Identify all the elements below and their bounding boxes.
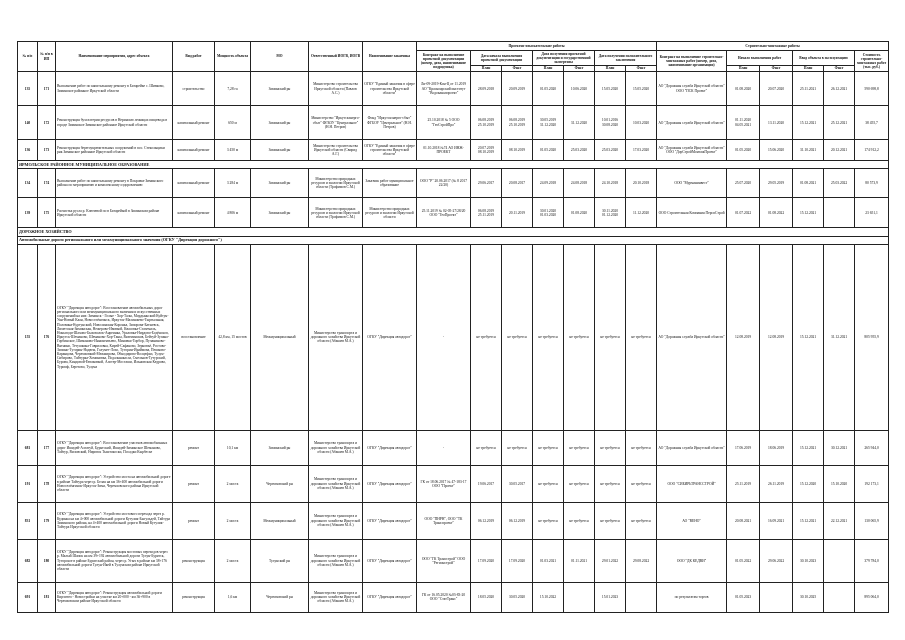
cell-customer: ОГКУ "Дирекция автодорог" <box>363 539 417 582</box>
table-row <box>18 465 889 502</box>
header-fact: Факт <box>824 65 855 71</box>
cell-design-plan: 06.08.2019 25.11.2019 <box>471 198 502 228</box>
cell-responsible: Министерство транспорта и дорожного хозяйства Иркутской области (Абакаев М.А.) <box>309 539 363 582</box>
cell-design-plan: 06.12.2019 <box>471 502 502 539</box>
header-num-ip: № п/п в ИП <box>38 42 56 72</box>
cell-design-fact: 17.09.2020 <box>502 539 533 582</box>
cell-exp-fact: не требуется <box>564 430 595 465</box>
cell-cost: 192 173,1 <box>855 465 889 502</box>
cell-exp-fact: не требуется <box>564 465 595 502</box>
cell-design-plan: не требуется <box>471 244 502 430</box>
cell-design-fact: 08.10.2019 <box>502 140 533 161</box>
cell-work-type: капитальный ремонт <box>173 169 215 198</box>
cell-permit-fact: не требуется <box>626 502 657 539</box>
cell-permit-fact: не требуется <box>626 465 657 502</box>
section-road: ДОРОЖНОЕ ХОЗЯЙСТВО <box>18 228 889 236</box>
cell-num: 155 <box>18 244 38 430</box>
cell-permit-plan: 15.05.2020 <box>595 72 626 106</box>
cell-commission-plan: 15.12.2021 <box>793 198 824 228</box>
cell-exp-plan: не требуется <box>533 430 564 465</box>
cell-responsible: Министерство транспорта и дорожного хозяйства Иркутской области (Абакаев М.А.) <box>309 502 363 539</box>
cell-design-plan: не требуется <box>471 430 502 465</box>
table-row <box>18 539 889 582</box>
cell-design-plan: 18.05.2020 <box>471 582 502 612</box>
cell-capacity: 3 284 м <box>215 169 251 198</box>
header-design-group: Проектно-изыскательские работы <box>417 42 657 51</box>
cell-cost: 805 955,9 <box>855 244 889 430</box>
header-responsible: Ответственный ИОГВ, ИОГВ <box>309 42 363 72</box>
report-sheet <box>17 41 888 613</box>
cell-capacity: 42,8 км, 15 мостов <box>215 244 251 430</box>
cell-build-plan: 25.07.2020 <box>727 169 760 198</box>
cell-design-fact: 20.11.2019 <box>502 198 533 228</box>
cell-num: 139 <box>18 198 38 228</box>
cell-build-fact <box>760 582 793 612</box>
cell-name: Реконструкция берегоукрепительных сооружений в пос. Стекольщики рнк Зиминское районное Иркутской области <box>56 140 173 161</box>
header-plan: План <box>533 65 564 71</box>
cell-mo: Зиминский рн <box>251 140 309 161</box>
cell-commission-fact <box>824 198 855 228</box>
section-road-sub: Автомобильные дороги регионального или межмуниципального значения (ОГКУ "Дирекция дорожного") <box>18 236 889 244</box>
cell-commission-fact: 26.12.2021 <box>824 72 855 106</box>
cell-build-plan: 20.08.2021 <box>727 502 760 539</box>
cell-permit-fact: 15.05.2020 <box>626 72 657 106</box>
table-row <box>18 502 889 539</box>
cell-design-contract: ГК от 18.06.2017 № 47-183-17 ООО "Проект" <box>417 465 471 502</box>
cell-commission-fact <box>824 582 855 612</box>
cell-name: Выполнение работ по капитальному ремонту в Батарейке с. Шивково, Зиминское районное Иркутской области <box>56 72 173 106</box>
cell-capacity: 7,28 га <box>215 72 251 106</box>
cell-exp-fact: не требуется <box>564 502 595 539</box>
cell-permit-plan: 15.01.2023 <box>595 582 626 612</box>
cell-num-ip: 174 <box>38 169 56 198</box>
cell-design-contract: ООО "ГК Трансстрой" ООО "Регионстрой" <box>417 539 471 582</box>
cell-responsible: Министерство природных ресурсов и экологии Иркутской области (Трофимов С.М.) <box>309 169 363 198</box>
investment-program-table <box>17 41 889 613</box>
cell-design-contract: ГК от 16.05.2020 №03-83-20 ООО "СтатТранс" <box>417 582 471 612</box>
cell-design-contract: 25.11.2019 № 02-05-27/28/20 ООО "ГеоПроект" <box>417 198 471 228</box>
section-row <box>18 236 889 244</box>
header-cost: Стоимость строительно-монтажных работ (тыс. руб.) <box>855 51 889 72</box>
cell-design-fact: 06.12.2019 <box>502 502 533 539</box>
cell-commission-fact: 20.12.2021 <box>824 140 855 161</box>
cell-build-fact: 01.08.2022 <box>760 198 793 228</box>
cell-responsible: Министерство транспорта и дорожного хозяйства Иркутской области (Абакаев М.А.) <box>309 244 363 430</box>
cell-exp-fact <box>564 582 595 612</box>
cell-commission-fact: 31.12.2021 <box>824 244 855 430</box>
table-row <box>18 72 889 106</box>
cell-build-fact: 16.09.2021 <box>760 502 793 539</box>
cell-design-fact: 20.08.2017 <box>502 169 533 198</box>
cell-exp-fact: 01.08.2020 <box>564 198 595 228</box>
table-row <box>18 169 889 198</box>
cell-commission-fact: 25.12.2021 <box>824 106 855 140</box>
cell-design-contract: 25.10.2018 № 5 ООО "ГеоСтройПро" <box>417 106 471 140</box>
cell-work-type: строительство <box>173 72 215 106</box>
table-row <box>18 198 889 228</box>
cell-mo: Тулунский рн <box>251 539 309 582</box>
cell-design-plan: 28.09.2018 <box>471 72 502 106</box>
header-name: Наименование мероприятия, адрес объекта <box>56 42 173 72</box>
cell-name: Выполнение работ по капитальному ремонту в Покровке Зиминского района по мероприятию и комплексному оздоровлению <box>56 169 173 198</box>
cell-cost: 23 651,1 <box>855 198 889 228</box>
header-mo: МО <box>251 42 309 72</box>
cell-name: ОГКУ "Дирекция автодорог": Восстановление автомобильных дорог регионального или межмуниципального значения и искусственных сооружений на них: Зиминск - Голые - Хор-Талы, Мордыньский Куйтун-Уян-Новый Каан, Новоселёнгинск, Иркутск-Малинжево-Тыртыльная, Половина-Куртунский, Новолинская-Коронка, Зипорова-Батыевск, Лиметская-Зиминская, Нежерово-Ивовкой, Квасовка-Стахемаль, Ноныгоди-Шахово-Быховолок-Анреинка, Ураловка-Нирдово-Бодёнскоп, Иркутск-Шеманово, Шеманово-Хор-Таны, Вяземинсков, Бейтуй-Зупано-Горбинское, Шиманово-Иннокентьево, Миновка-Торбор, Пучаниново-Вятнино, Тетушкина-Гавриловка, Кирей-Сафаново, Зерновьё, Ростово-Зипино-Туторин-Надвеж, Голумет-Лохо, Туторин-Ираймова, Пешково-Каранцова, Черемховкий-Межжирова, Обнодирово-Волцефил, Тулун-Сибирово, Тайтурка-Хоминовка, Подальнякасла, Смельков-Тутурский, Бурова, Киндовой-Евтаковкой, Алотер-Мосташи, Ильновская Кедрово, Турмоф, Березово, Тулуна <box>56 244 173 430</box>
cell-num: 681 <box>18 430 38 465</box>
cell-build-fact: 20.07.2020 <box>760 72 793 106</box>
cell-num: 691 <box>18 582 38 612</box>
cell-build-plan: 01.05.2020 <box>727 140 760 161</box>
cell-num-ip: 176 <box>38 244 56 430</box>
cell-responsible: Министерство транспорта и дорожного хозяйства Иркутской области (Абакаев М.А.) <box>309 465 363 502</box>
cell-num: 831 <box>18 502 38 539</box>
cell-exp-fact: 10.06.2020 <box>564 72 595 106</box>
cell-capacity: 2 моста <box>215 502 251 539</box>
cell-permit-fact: 17.03.2020 <box>626 140 657 161</box>
cell-mo: Зиминский рн <box>251 106 309 140</box>
cell-permit-plan: 29.01.2022 <box>595 539 626 582</box>
header-fact: Факт <box>564 65 595 71</box>
cell-capacity: 2 моста <box>215 539 251 582</box>
cell-permit-fact <box>626 582 657 612</box>
cell-permit-plan: 24.10.2018 <box>595 169 626 198</box>
cell-num-ip: 172 <box>38 106 56 140</box>
cell-commission-fact: 22.12.2021 <box>824 502 855 539</box>
cell-work-type: капитальный ремонт <box>173 198 215 228</box>
cell-cost: 379 784,0 <box>855 539 889 582</box>
cell-work-type: восстановление <box>173 244 215 430</box>
cell-design-plan: 19.06.2017 <box>471 465 502 502</box>
table-row <box>18 106 889 140</box>
cell-build-contract: ООО Строительная Компания ПерспСтрой <box>657 198 727 228</box>
cell-design-plan: 17.09.2020 <box>471 539 502 582</box>
cell-design-contract: - <box>417 244 471 430</box>
cell-build-plan: 01.05.2023 <box>727 582 760 612</box>
cell-design-contract: 01.10.2018 №74 АО ИНЖ-ПРОЕКТ <box>417 140 471 161</box>
cell-customer: ОГКУ "Дирекция автодорог" <box>363 465 417 502</box>
cell-commission-plan: 15.12.2021 <box>793 244 824 430</box>
cell-cost: 130 065,9 <box>855 502 889 539</box>
cell-build-fact: 26.11.2019 <box>760 465 793 502</box>
cell-exp-plan: 30.01.2020 01.03.2020 <box>533 198 564 228</box>
cell-build-contract: ООО "СИБИРЬТРАНССТРОЙ" <box>657 465 727 502</box>
cell-customer: ОГКУ "Дирекция автодорог" <box>363 244 417 430</box>
cell-build-plan: 01.05.2022 <box>727 539 760 582</box>
cell-commission-plan: 25.11.2021 <box>793 72 824 106</box>
cell-design-fact: не требуется <box>502 430 533 465</box>
cell-mo: Межмуниципальный <box>251 244 309 430</box>
header-build-start: Начало выполнения работ <box>727 51 793 66</box>
cell-build-contract: ООО "ДК КЕДВИ" <box>657 539 727 582</box>
table-row <box>18 430 889 465</box>
cell-design-fact: 20.09.2019 <box>502 72 533 106</box>
cell-cost: 38 455,7 <box>855 106 889 140</box>
cell-design-contract: ООО "Р" 20.06.2017 (№ 8 2017 22/20) <box>417 169 471 198</box>
cell-name: ОГКУ "Дирекция автодорог": Восстановление участков автомобильных дорог Ишидей-Алгатуй, Бурятский, Ишидей-Зиминское Шеманово, Тайтур, Виловский, Нировск Тыштокоски, Посадки Кырбеске <box>56 430 173 465</box>
cell-capacity: 1,6 км <box>215 582 251 612</box>
cell-work-type: реконструкция <box>173 582 215 612</box>
cell-build-plan: 25.11.2019 <box>727 465 760 502</box>
cell-responsible: Министерство строительства Иркутской области (Свирид А.Г.) <box>309 140 363 161</box>
header-fact: Факт <box>502 65 533 71</box>
cell-work-type: капитальный ремонт <box>173 140 215 161</box>
cell-num-ip: 173 <box>38 140 56 161</box>
cell-name: ОГКУ "Дирекция автодорог": Реконструкция мостовых переходов через р. Малый Шапок на км 39+192 автомобильной дороги Тулун-Бурятск, Туторское в районе Бурятский район, через р. Угыч в районе км 38+176 автомобильной дороги Тулун-Икей в Тулунском районе Иркутской области <box>56 539 173 582</box>
cell-design-contract: Ли-09-2019-Кон-Ц от 11.2019 АО "Красноярский институт "Водоканалпроект" <box>417 72 471 106</box>
header-fact: Факт <box>760 65 793 71</box>
cell-build-fact: 29.06.2022 <box>760 539 793 582</box>
cell-design-fact: 30.05.2020 <box>502 582 533 612</box>
cell-exp-fact: не требуется <box>564 244 595 430</box>
cell-build-fact: 13.11.2020 <box>760 106 793 140</box>
cell-permit-fact: 11.12.2020 <box>626 198 657 228</box>
section-municipal: ЯРМОЛЬСКОЕ РАЙОННОЕ МУНИЦИПАЛЬНОЕ ОБРАЗОВАНИЕ <box>18 161 889 169</box>
cell-num-ip: 171 <box>38 72 56 106</box>
cell-build-contract: АО "Дорожная служба Иркутской области" ООО "ДорСтройМонтажПроект" <box>657 140 727 161</box>
cell-cost: 590 698,8 <box>855 72 889 106</box>
cell-build-contract: АО "Дорожная служба Иркутской области" <box>657 430 727 465</box>
header-build-contract: Контракт на выполнение строительно-монтажных работ (номер, дата, наименование организации) <box>657 51 727 72</box>
cell-commission-plan: 15.12.2021 <box>793 106 824 140</box>
cell-cost: 265 944,0 <box>855 430 889 465</box>
header-work-type: Вид работ <box>173 42 215 72</box>
cell-design-plan: 06.08.2019 25.10.2019 <box>471 106 502 140</box>
header-plan: План <box>595 65 626 71</box>
cell-num: 140 <box>18 106 38 140</box>
cell-commission-plan: 15.12.2021 <box>793 502 824 539</box>
cell-build-plan: 17.06.2019 <box>727 430 760 465</box>
cell-commission-plan: 01.08.2021 <box>793 169 824 198</box>
cell-build-fact: 29.05.2019 <box>760 169 793 198</box>
cell-permit-fact: не требуется <box>626 244 657 430</box>
cell-exp-plan: 30.05.2019 31.12.2020 <box>533 106 564 140</box>
cell-exp-plan: 01.03.2021 <box>533 539 564 582</box>
cell-permit-fact: не требуется <box>626 430 657 465</box>
cell-commission-fact <box>824 539 855 582</box>
cell-exp-plan: 01.05.2020 <box>533 140 564 161</box>
cell-capacity: 3 450 м <box>215 140 251 161</box>
cell-num: 136 <box>18 140 38 161</box>
table-row <box>18 140 889 161</box>
cell-customer: ОГКУ "Дирекция автодорог" <box>363 582 417 612</box>
cell-design-fact: 30.05.2017 <box>502 465 533 502</box>
cell-permit-plan: 10.01.2016 30.08.2020 <box>595 106 626 140</box>
cell-exp-plan: не требуется <box>533 465 564 502</box>
cell-commission-plan: 30.10.2023 <box>793 539 824 582</box>
cell-customer: ОГКУ "Дирекция автодорог" <box>363 430 417 465</box>
cell-design-plan: 29.06.2017 <box>471 169 502 198</box>
cell-commission-plan: 15.12.2020 <box>793 465 824 502</box>
cell-work-type: реконструкция <box>173 539 215 582</box>
cell-exp-fact: 24.08.2018 <box>564 169 595 198</box>
cell-customer: Заказчик работ муниципальное образование <box>363 169 417 198</box>
cell-num-ip: 178 <box>38 465 56 502</box>
cell-build-plan: 01.08.2020 <box>727 72 760 106</box>
cell-permit-plan: не требуется <box>595 430 626 465</box>
header-plan: План <box>727 65 760 71</box>
header-build-group: Строительно-монтажные работы <box>657 42 889 51</box>
cell-num-ip: 177 <box>38 430 56 465</box>
cell-name: Расчистка русла р. Ключевой по в Батарейкой в Зиминском районе Иркутской области <box>56 198 173 228</box>
cell-exp-fact: 25.03.2020 <box>564 140 595 161</box>
cell-permit-fact: 10.03.2020 <box>626 106 657 140</box>
header-plan: План <box>471 65 502 71</box>
cell-exp-fact: 01.11.2021 <box>564 539 595 582</box>
cell-exp-plan: не требуется <box>533 244 564 430</box>
cell-permit-plan: не требуется <box>595 502 626 539</box>
cell-responsible: Министерство природных ресурсов и экологии Иркутской области (Трофимов С.М.) <box>309 198 363 228</box>
section-row <box>18 161 889 169</box>
cell-build-fact: 15.06.2020 <box>760 140 793 161</box>
cell-build-contract: АО "ВЕНО" <box>657 502 727 539</box>
cell-capacity: 650 м <box>215 106 251 140</box>
header-plan: План <box>793 65 824 71</box>
cell-name: ОГКУ "Дирекция автодорог": Реконструкция автомобильной дороги Кирзитеп - Новостройки на участке км 20+000 - км 36+900 в Черемховском районе Иркутской области <box>56 582 173 612</box>
cell-design-contract: ООО "ПНРН", ООО "ТК Транспроект" <box>417 502 471 539</box>
cell-mo: Зиминский рн <box>251 169 309 198</box>
cell-responsible: Министерство "Иркутскэнерго-сбыт" ФГБОУ "Центральное" (Н.Н. Петров) <box>309 106 363 140</box>
cell-commission-plan: 31.10.2021 <box>793 140 824 161</box>
cell-num-ip: 179 <box>38 502 56 539</box>
cell-responsible: Министерство строительства Иркутской области (Павлов А.С.) <box>309 72 363 106</box>
cell-build-contract: ООО "Мурманинвест" <box>657 169 727 198</box>
header-design-contract: Контракт на выполнение проектной документации (номер, дата, наименование подрядчика) <box>417 51 471 72</box>
cell-customer: ОГКУ "Единый заказчик в сфере строительства Иркутской области" <box>363 72 417 106</box>
cell-exp-plan: 15.10.2022 <box>533 582 564 612</box>
cell-permit-fact: 29.08.2022 <box>626 539 657 582</box>
cell-build-contract: АО "Дорожная служба Иркутской области" ООО "ПСК Проект" <box>657 72 727 106</box>
cell-permit-plan: не требуется <box>595 465 626 502</box>
cell-mo: Межмуниципальный <box>251 502 309 539</box>
cell-num-ip: 181 <box>38 582 56 612</box>
cell-num: 191 <box>18 465 38 502</box>
cell-exp-plan: 24.09.2018 <box>533 169 564 198</box>
cell-customer: Фонд "Иркутскэнерго-сбыт" ФГБОУ "Центральное" (Н.Н. Петров) <box>363 106 417 140</box>
cell-name: ОГКУ "Дирекция автодорог": Устройство моста на автомобильной дороге в районе Тайтура через р. Белая на км 36+400 автомобильной дороги Новоселёнгинск-Иркутск-Зима, Черемховского района Иркутской области <box>56 465 173 502</box>
header-permit: Дата получения положительного заключения <box>595 51 657 66</box>
cell-mo: Зиминский рн <box>251 72 309 106</box>
cell-num: 134 <box>18 169 38 198</box>
cell-permit-fact: 20.10.2018 <box>626 169 657 198</box>
cell-mo: Зиминский рн <box>251 198 309 228</box>
cell-num: 135 <box>18 72 38 106</box>
header-capacity: Мощность объекта <box>215 42 251 72</box>
cell-capacity: 2 моста <box>215 465 251 502</box>
cell-responsible: Министерство транспорта и дорожного хозяйства Иркутской области (Абакаев М.А.) <box>309 582 363 612</box>
cell-num-ip: 175 <box>38 198 56 228</box>
cell-build-contract: по результатам торгов <box>657 582 727 612</box>
cell-commission-fact: 15.10.2020 <box>824 465 855 502</box>
header-commission: Ввод объекта в эксплуатацию <box>793 51 855 66</box>
cell-work-type: ремонт <box>173 430 215 465</box>
cell-capacity: 4 806 м <box>215 198 251 228</box>
cell-cost: 174 912,2 <box>855 140 889 161</box>
cell-mo: Черемховский рн <box>251 582 309 612</box>
cell-work-type: ремонт <box>173 502 215 539</box>
cell-customer: Министерство природных ресурсов и экологии Иркутской области <box>363 198 417 228</box>
cell-build-contract: АО "Дорожная служба Иркутской области" <box>657 244 727 430</box>
cell-build-plan: 01.07.2022 <box>727 198 760 228</box>
cell-build-contract: АО "Дорожная служба Иркутской области" <box>657 106 727 140</box>
cell-work-type: капитальный ремонт <box>173 106 215 140</box>
header-fact: Факт <box>626 65 657 71</box>
cell-permit-plan: 30.11.2020 01.12.2020 <box>595 198 626 228</box>
cell-responsible: Министерство транспорта и дорожного хозяйства Иркутской области (Абакаев М.А.) <box>309 430 363 465</box>
cell-exp-plan: 01.05.2020 <box>533 72 564 106</box>
cell-commission-fact: 30.12.2021 <box>824 430 855 465</box>
cell-design-plan: 20.07.2019 08.10.2019 <box>471 140 502 161</box>
header-state-exp: Дата получения проектной документации и государственной экспертизы <box>533 51 595 66</box>
cell-exp-fact: 31.12.2020 <box>564 106 595 140</box>
cell-customer: ОГКУ "Единый заказчик в сфере строительства Иркутской области" <box>363 140 417 161</box>
cell-design-contract: - <box>417 430 471 465</box>
cell-design-fact: 06.08.2019 25.10.2019 <box>502 106 533 140</box>
cell-build-fact: 12.08.2019 <box>760 244 793 430</box>
cell-permit-plan: 25.03.2020 <box>595 140 626 161</box>
cell-mo: Черемховский рн <box>251 465 309 502</box>
table-row <box>18 244 889 430</box>
header-customer: Наименование заказчика <box>363 42 417 72</box>
cell-cost: 895 064,0 <box>855 582 889 612</box>
table-row <box>18 582 889 612</box>
cell-customer: ОГКУ "Дирекция автодорог" <box>363 502 417 539</box>
cell-commission-plan: 30.10.2025 <box>793 582 824 612</box>
cell-build-fact: 18.06.2019 <box>760 430 793 465</box>
cell-commission-plan: 15.12.2021 <box>793 430 824 465</box>
cell-num: 682 <box>18 539 38 582</box>
cell-permit-plan: не требуется <box>595 244 626 430</box>
section-row <box>18 228 889 236</box>
cell-num-ip: 180 <box>38 539 56 582</box>
cell-cost: 80 573,9 <box>855 169 889 198</box>
cell-name: ОГКУ "Дирекция автодорог": Устройство мостового перехода через р. Кудинка на км 4+000 автомобильной дороги Кутулик-Быгульдей, Тайтура Зиминского района, на 4+400 автомобильной дороги Новый Кутулик-Тайтура Иркутской области <box>56 502 173 539</box>
cell-mo: Зиминский рн <box>251 430 309 465</box>
cell-name: Реконструкция бухгалтерии ресурсов в Неринскю лежищах пищевода в городе Зиминское Зиминское районное Иркутской области <box>56 106 173 140</box>
cell-exp-plan: не требуется <box>533 502 564 539</box>
cell-commission-fact: 25.03.2022 <box>824 169 855 198</box>
cell-design-fact: не требуется <box>502 244 533 430</box>
cell-work-type: ремонт <box>173 465 215 502</box>
header-num: № п/п <box>18 42 38 72</box>
cell-capacity: 10,1 км <box>215 430 251 465</box>
header-design-start: Дата начала выполнения проектной документации <box>471 51 533 66</box>
cell-build-plan: 12.08.2019 <box>727 244 760 430</box>
cell-build-plan: 01.11.2020 04.05.2021 <box>727 106 760 140</box>
